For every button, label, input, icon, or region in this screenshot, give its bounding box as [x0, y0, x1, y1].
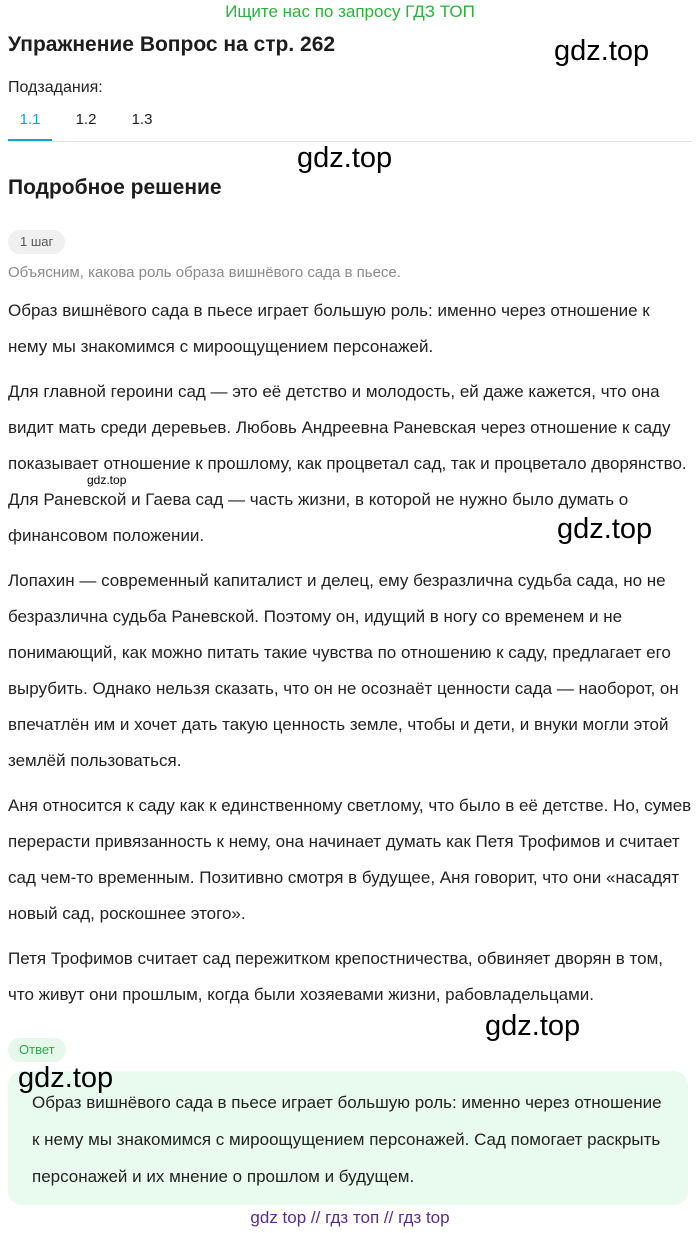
tab-1-1[interactable]: 1.1 — [8, 111, 52, 141]
answer-badge: Ответ — [8, 1038, 66, 1062]
watermark: gdz.top — [297, 142, 393, 174]
page-title: Упражнение Вопрос на стр. 262 — [8, 33, 336, 56]
step-hint: Объясним, какова роль образа вишнёвого сада в пьесе. — [8, 264, 401, 281]
solution-paragraph: Образ вишнёвого сада в пьесе играет большую роль: именно через отношение к нему мы знакомимся с мироощущением персонажей. — [8, 301, 650, 356]
watermark: gdz.top — [18, 1062, 114, 1094]
solution-heading: Подробное решение — [8, 176, 222, 199]
solution-paragraph: Лопахин — современный капиталист и делец, ему безразлична судьба сада, но не безразлична судьба Раневской. Поэтому он, идущий в ногу со временем и не понимающий, как можно питать такие чувства по отношению к саду, предлагает его вырубить. Однако нельзя сказать, что он не осознаёт ценности сада — наоборот, он впечатлён им и хочет дать такую ценность земле, чтобы и дети, и внуки могли этой землёй пользоваться. — [8, 571, 679, 770]
tab-1-2[interactable]: 1.2 — [75, 111, 97, 128]
subtask-tabs — [8, 103, 692, 142]
watermark: gdz.top — [557, 513, 653, 545]
watermark: gdz.top — [554, 35, 650, 67]
answer-text: Образ вишнёвого сада в пьесе играет большую роль: именно через отношение к нему мы знакомимся с мироощущением персонажей. Сад помогает раскрыть персонажей и их мнение о прошлом и будущем. — [32, 1093, 662, 1186]
solution-paragraph: Петя Трофимов считает сад пережитком крепостничества, обвиняет дворян в том, что живут они прошлым, когда были хозяевами жизни, рабовладельцами. — [8, 949, 664, 1004]
solution-paragraph: Для главной героини сад — это её детство и молодость, ей даже кажется, что она видит мать среди деревьев. Любовь Андреевна Раневская через отношение к саду показывает отношение к прошлому, как процветал сад, так и процветало дворянство. Для Раневской и Гаева сад — часть жизни, в которой не нужно было думать о финансовом положении. — [8, 382, 687, 545]
solution-paragraph: Аня относится к саду как к единственному светлому, что было в её детстве. Но, сумев перерасти привязанность к нему, она начинает думать как Петя Трофимов и считает сад чем-то временным. Позитивно смотря в будущее, Аня говорит, что они «насадят новый сад, роскошнее этого». — [8, 796, 692, 923]
watermark: gdz.top — [485, 1010, 581, 1042]
search-banner: Ищите нас по запросу ГДЗ ТОП — [225, 2, 475, 21]
footer-links[interactable]: gdz top // гдз топ // гдз top — [250, 1208, 450, 1227]
tab-1-3[interactable]: 1.3 — [131, 111, 153, 128]
step-badge: 1 шаг — [8, 230, 65, 254]
subtasks-label: Подзадания: — [8, 79, 103, 96]
watermark-small: gdz.top — [87, 473, 127, 487]
